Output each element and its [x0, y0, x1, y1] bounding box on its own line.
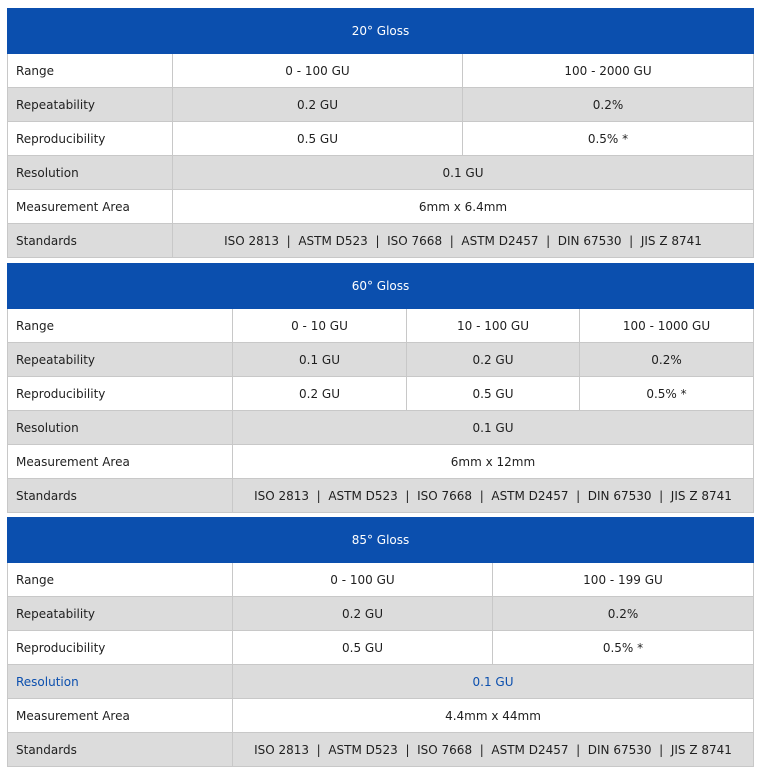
spec-table-85-gloss [7, 517, 754, 767]
table-row [8, 88, 754, 122]
row-label-repeatability: Repeatability [8, 343, 233, 377]
table-row [8, 665, 754, 699]
table-header [8, 518, 754, 563]
reproducibility-value: 0.5 GU [407, 377, 580, 411]
reproducibility-value: 0.5 GU [233, 631, 493, 665]
row-label-repeatability: Repeatability [8, 88, 173, 122]
spec-table-60-gloss [7, 263, 754, 513]
reproducibility-value: 0.5 GU [173, 122, 463, 156]
row-label-standards: Standards [8, 224, 173, 258]
reproducibility-value: 0.5% * [493, 631, 754, 665]
table-row [8, 156, 754, 190]
row-label-measurement-area: Measurement Area [8, 699, 233, 733]
row-label-standards: Standards [8, 733, 233, 767]
table-row [8, 597, 754, 631]
repeatability-value: 0.2% [493, 597, 754, 631]
table-title: 85° Gloss [8, 518, 754, 563]
repeatability-value: 0.1 GU [233, 343, 407, 377]
resolution-value: 0.1 GU [233, 665, 754, 699]
table-title: 20° Gloss [8, 9, 754, 54]
row-label-resolution: Resolution [8, 665, 233, 699]
table-row [8, 699, 754, 733]
repeatability-value: 0.2 GU [407, 343, 580, 377]
range-value: 0 - 100 GU [233, 563, 493, 597]
table-row [8, 377, 754, 411]
table-row [8, 343, 754, 377]
range-value: 0 - 10 GU [233, 309, 407, 343]
row-label-range: Range [8, 563, 233, 597]
row-label-range: Range [8, 54, 173, 88]
measurement-area-value: 6mm x 12mm [233, 445, 754, 479]
row-label-measurement-area: Measurement Area [8, 190, 173, 224]
table-row [8, 445, 754, 479]
standards-value: ISO 2813 | ASTM D523 | ISO 7668 | ASTM D2457 | DIN 67530 | JIS Z 8741 [233, 479, 754, 513]
range-value: 0 - 100 GU [173, 54, 463, 88]
row-label-reproducibility: Reproducibility [8, 377, 233, 411]
row-label-range: Range [8, 309, 233, 343]
row-label-reproducibility: Reproducibility [8, 122, 173, 156]
table-row [8, 309, 754, 343]
reproducibility-value: 0.5% * [463, 122, 754, 156]
range-value: 10 - 100 GU [407, 309, 580, 343]
table-header [8, 9, 754, 54]
row-label-resolution: Resolution [8, 411, 233, 445]
repeatability-value: 0.2 GU [233, 597, 493, 631]
table-row [8, 631, 754, 665]
table-row [8, 190, 754, 224]
resolution-value: 0.1 GU [233, 411, 754, 445]
row-label-standards: Standards [8, 479, 233, 513]
range-value: 100 - 199 GU [493, 563, 754, 597]
table-header [8, 264, 754, 309]
repeatability-value: 0.2% [463, 88, 754, 122]
reproducibility-value: 0.2 GU [233, 377, 407, 411]
spec-table-20-gloss [7, 8, 754, 258]
repeatability-value: 0.2% [580, 343, 754, 377]
table-row [8, 733, 754, 767]
reproducibility-value: 0.5% * [580, 377, 754, 411]
table-row [8, 479, 754, 513]
resolution-value: 0.1 GU [173, 156, 754, 190]
table-row [8, 411, 754, 445]
row-label-resolution: Resolution [8, 156, 173, 190]
range-value: 100 - 1000 GU [580, 309, 754, 343]
table-row [8, 563, 754, 597]
row-label-measurement-area: Measurement Area [8, 445, 233, 479]
row-label-reproducibility: Reproducibility [8, 631, 233, 665]
table-row [8, 54, 754, 88]
standards-value: ISO 2813 | ASTM D523 | ISO 7668 | ASTM D2457 | DIN 67530 | JIS Z 8741 [173, 224, 754, 258]
table-title: 60° Gloss [8, 264, 754, 309]
measurement-area-value: 4.4mm x 44mm [233, 699, 754, 733]
range-value: 100 - 2000 GU [463, 54, 754, 88]
measurement-area-value: 6mm x 6.4mm [173, 190, 754, 224]
row-label-repeatability: Repeatability [8, 597, 233, 631]
table-row [8, 224, 754, 258]
repeatability-value: 0.2 GU [173, 88, 463, 122]
table-row [8, 122, 754, 156]
standards-value: ISO 2813 | ASTM D523 | ISO 7668 | ASTM D2457 | DIN 67530 | JIS Z 8741 [233, 733, 754, 767]
